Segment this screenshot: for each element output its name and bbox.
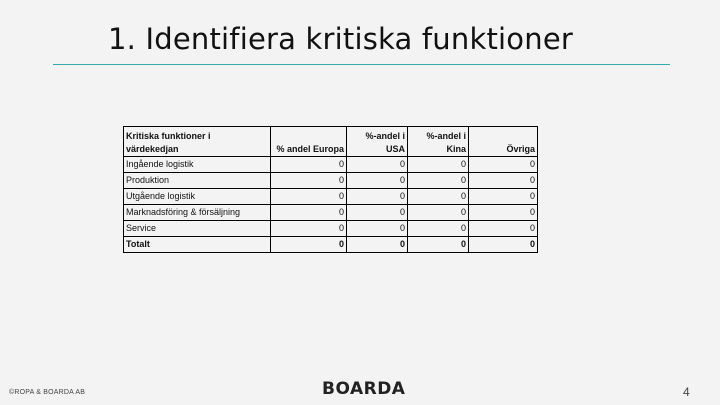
table-header-row (124, 127, 538, 157)
header-china-share (408, 127, 469, 157)
table-row (124, 173, 538, 189)
row-label: Produktion (124, 173, 271, 189)
title-divider (53, 64, 670, 65)
table-total-row (124, 237, 538, 253)
cell-usa: 0 (347, 157, 408, 173)
cell-usa: 0 (347, 221, 408, 237)
cell-usa: 0 (347, 189, 408, 205)
row-label: Marknadsföring & försäljning (124, 205, 271, 221)
header-europe-share-label: % andel Europa (276, 144, 344, 154)
total-europe: 0 (271, 237, 347, 253)
cell-europe: 0 (271, 189, 347, 205)
cell-europe: 0 (271, 173, 347, 189)
cell-other: 0 (469, 205, 538, 221)
boarda-logo: BOARDA (322, 379, 406, 399)
cell-other: 0 (469, 173, 538, 189)
critical-functions-table (123, 126, 538, 253)
table-row (124, 205, 538, 221)
slide-title: 1. Identifiera kritiska funktioner (108, 22, 573, 56)
cell-usa: 0 (347, 205, 408, 221)
total-china: 0 (408, 237, 469, 253)
cell-china: 0 (408, 173, 469, 189)
header-europe-share (271, 127, 347, 157)
table-row (124, 189, 538, 205)
cell-europe: 0 (271, 221, 347, 237)
page-number: 4 (683, 385, 690, 399)
cell-other: 0 (469, 157, 538, 173)
table-row (124, 157, 538, 173)
header-usa-share-line1: %-andel i (365, 131, 405, 141)
header-china-share-line2: Kina (446, 144, 466, 154)
total-other: 0 (469, 237, 538, 253)
total-label: Totalt (124, 237, 271, 253)
header-other (469, 127, 538, 157)
cell-other: 0 (469, 221, 538, 237)
row-label: Ingående logistik (124, 157, 271, 173)
cell-other: 0 (469, 189, 538, 205)
header-critical-functions-line2: värdekedjan (126, 144, 179, 154)
table-row (124, 221, 538, 237)
row-label: Service (124, 221, 271, 237)
copyright-footer: ©ROPA & BOARDA AB (9, 389, 86, 396)
cell-europe: 0 (271, 157, 347, 173)
header-other-label: Övriga (506, 144, 535, 154)
cell-europe: 0 (271, 205, 347, 221)
cell-china: 0 (408, 221, 469, 237)
header-critical-functions (124, 127, 271, 157)
row-label: Utgående logistik (124, 189, 271, 205)
total-usa: 0 (347, 237, 408, 253)
header-usa-share-line2: USA (385, 144, 405, 154)
cell-usa: 0 (347, 173, 408, 189)
header-china-share-line1: %-andel i (426, 131, 466, 141)
cell-china: 0 (408, 157, 469, 173)
cell-china: 0 (408, 189, 469, 205)
header-critical-functions-line1: Kritiska funktioner i (126, 131, 211, 141)
cell-china: 0 (408, 205, 469, 221)
header-usa-share (347, 127, 408, 157)
